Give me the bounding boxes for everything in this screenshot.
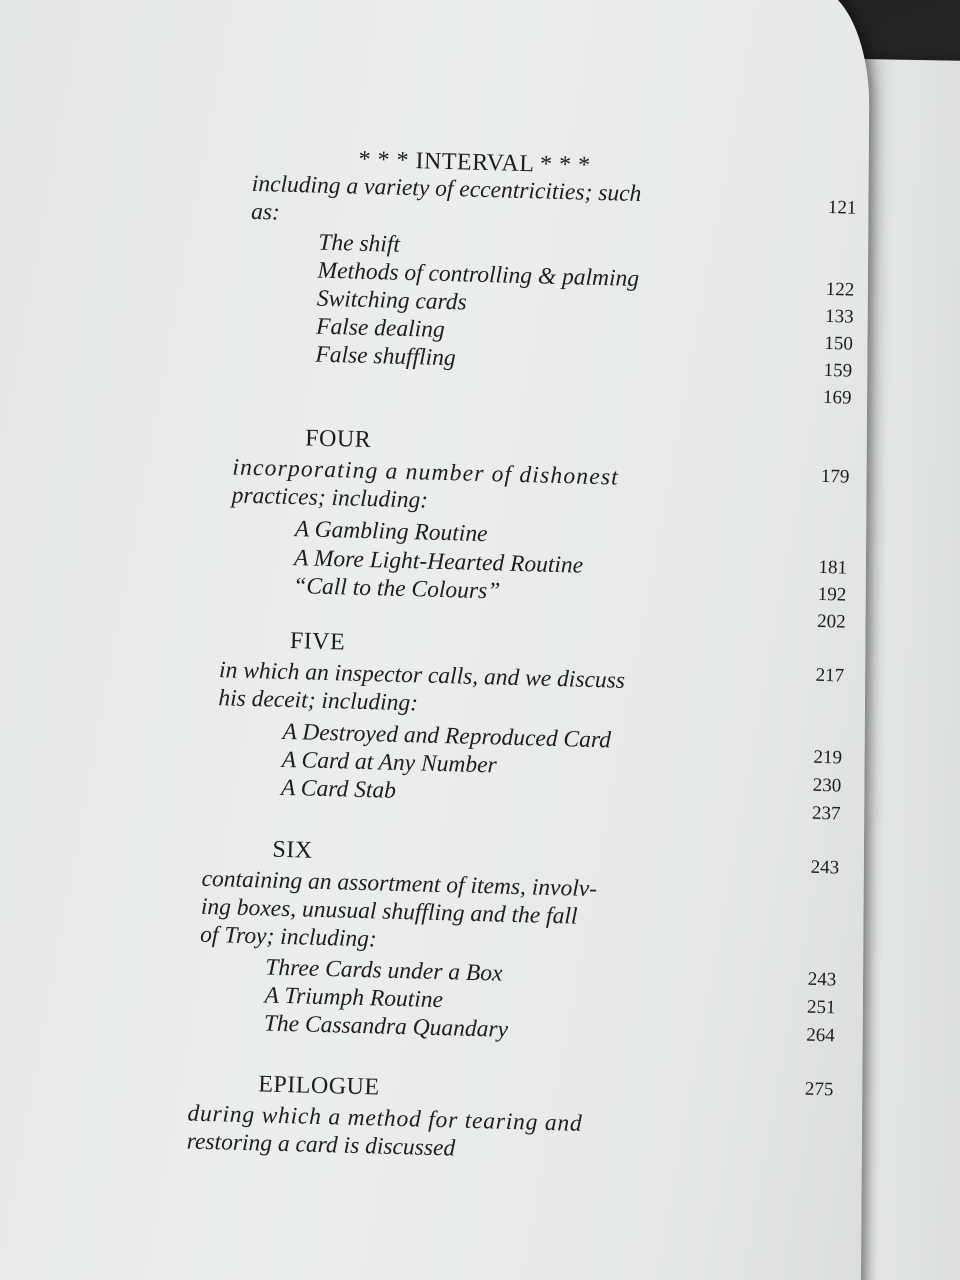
page-number: 230: [812, 774, 842, 797]
section-description: practices; including:: [231, 482, 429, 514]
section-description: of Troy; including:: [199, 921, 378, 953]
toc-item-title: A Destroyed and Reproduced Card: [282, 718, 612, 754]
toc-item-title: A Triumph Routine: [264, 982, 444, 1014]
section-heading-four: FOUR: [304, 425, 372, 454]
toc-item-title: Three Cards under a Box: [265, 954, 503, 987]
page-number: 237: [811, 802, 841, 825]
toc-item-title: False dealing: [315, 313, 446, 343]
toc-item-title: A Card Stab: [280, 774, 397, 804]
page-number: 243: [807, 968, 837, 991]
toc-item-title: The Cassandra Quandary: [263, 1010, 509, 1043]
page-number: 264: [805, 1024, 836, 1047]
page-number: 243: [810, 856, 840, 879]
page-number: 202: [816, 610, 846, 633]
page-number: 133: [824, 305, 854, 328]
toc-item-title: Switching cards: [316, 285, 468, 316]
toc-item-title: The shift: [318, 229, 401, 258]
toc-item-title: Methods of controlling & palming: [317, 257, 640, 293]
page-number: 181: [818, 556, 848, 579]
section-description: his deceit; including:: [218, 685, 419, 717]
page-number: 192: [817, 583, 847, 606]
section-description: ing boxes, unusual shuffling and the fall: [200, 893, 578, 930]
section-heading-six: SIX: [272, 836, 313, 864]
section-description: incorporating a number of dishonest: [232, 454, 620, 491]
page-number: 179: [820, 465, 850, 488]
section-heading-five: FIVE: [289, 628, 346, 656]
toc-item-title: A Gambling Routine: [294, 516, 488, 548]
toc-item-title: A Card at Any Number: [281, 746, 498, 779]
page-number: 219: [813, 746, 843, 769]
page-number: 159: [823, 359, 853, 382]
page-number: 251: [806, 996, 836, 1019]
page-number: 121: [827, 196, 857, 219]
toc-item-title: False shuffling: [315, 341, 457, 372]
section-description: containing an assortment of items, involv-: [201, 865, 598, 903]
section-description: during which a method for tearing and: [187, 1100, 583, 1137]
page-number: 275: [804, 1078, 834, 1101]
section-heading-epilogue: EPILOGUE: [257, 1071, 380, 1101]
section-description: as:: [250, 198, 281, 226]
section-heading-interval: * * * INTERVAL * * *: [358, 146, 591, 179]
page-number: 150: [824, 332, 854, 355]
section-description: including a variety of eccentricities; such: [251, 170, 642, 208]
page-number: 169: [822, 386, 852, 409]
toc-item-title: “Call to the Colours”: [293, 573, 501, 605]
section-description: in which an inspector calls, and we discuss: [218, 657, 626, 694]
page-number: 217: [815, 664, 845, 687]
section-description: restoring a card is discussed: [186, 1128, 456, 1162]
toc-item-title: A More Light-Hearted Routine: [293, 545, 584, 579]
page-number: 122: [825, 278, 855, 301]
